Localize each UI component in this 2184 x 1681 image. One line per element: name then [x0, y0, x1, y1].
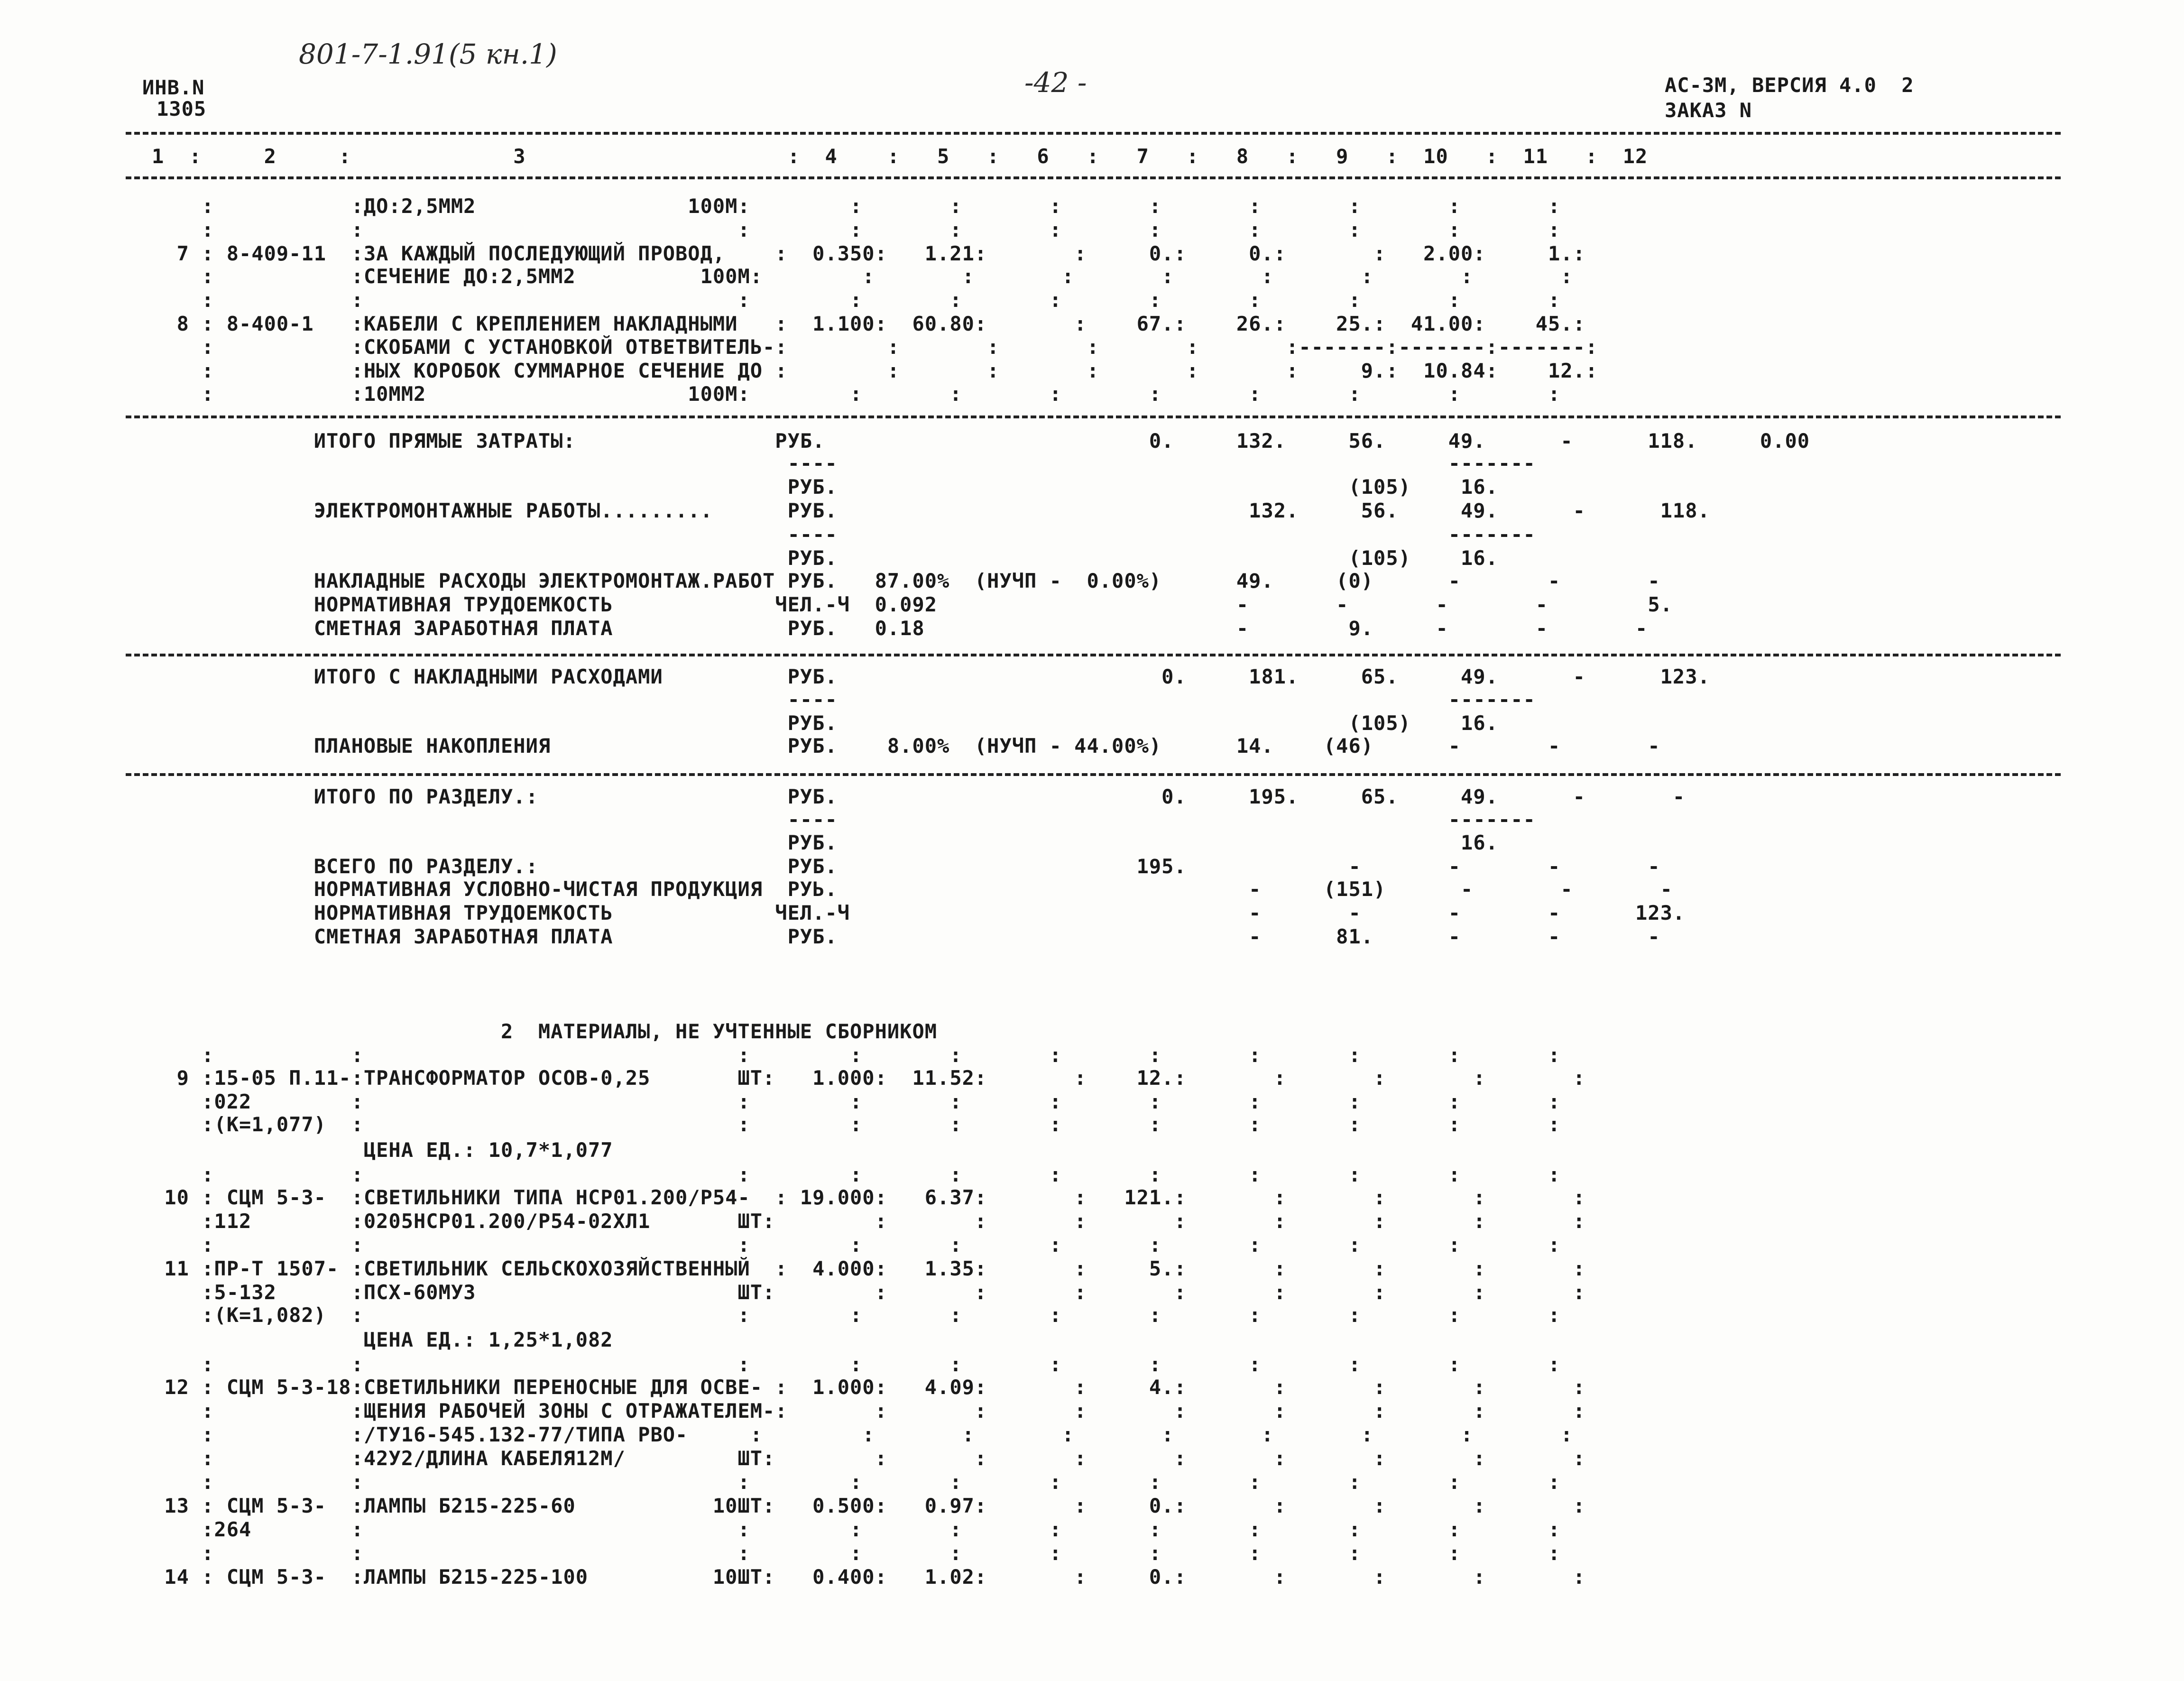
summary-row: РУБ. (105) 16. — [152, 711, 1498, 735]
summary-row: НОРМАТИВНАЯ ТРУДОЕМКОСТЬ ЧЕЛ.-Ч - - - - 123. — [152, 901, 1686, 924]
table-row: :5-132 :ПСХ-60МУЗ ШТ: : : : : : : : : — [152, 1281, 1585, 1304]
price-note: ЦЕНА ЕД.: 1,25*1,082 — [152, 1328, 613, 1351]
order-number: ЗАКАЗ N — [1665, 99, 1752, 122]
table-row: : :НЫХ КОРОБОК СУММАРНОЕ СЕЧЕНИЕ ДО : : : : : : 9.: 10.84: 12.: — [152, 359, 1598, 382]
divider — [126, 416, 2061, 418]
page-number: -42 - — [1024, 66, 1087, 99]
table-row: : :СЕЧЕНИЕ ДО:2,5ММ2 100М: : : : : : : : : — [152, 265, 1573, 288]
table-row: :112 :0205НСР01.200/Р54-02ХЛ1 ШТ: : : : : : : : : — [152, 1210, 1585, 1233]
summary-row: СМЕТНАЯ ЗАРАБОТНАЯ ПЛАТА РУБ. - 81. - - - — [152, 925, 1660, 948]
table-row: : : : : : : : : : : : — [152, 1542, 1561, 1565]
summary-row: НАКЛАДНЫЕ РАСХОДЫ ЭЛЕКТРОМОНТАЖ.РАБОТ РУБ. 87.00% (НУЧП - 0.00%) 49. (0) - - - — [152, 569, 1660, 592]
price-note: ЦЕНА ЕД.: 10,7*1,077 — [152, 1138, 613, 1162]
summary-row: РУБ. 16. — [152, 831, 1498, 854]
table-row: 10 : СЦМ 5-3- :СВЕТИЛЬНИКИ ТИПА НСР01.200/Р54- : 19.000: 6.37: : 121.: : : : : — [152, 1186, 1585, 1209]
table-row: :022 : : : : : : : : : : — [152, 1090, 1561, 1113]
summary-row: РУБ. (105) 16. — [152, 546, 1498, 570]
inventory-number: 1305 — [157, 97, 207, 120]
summary-row: НОРМАТИВНАЯ УСЛОВНО-ЧИСТАЯ ПРОДУКЦИЯ РУЬ. - (151) - - - — [152, 877, 1673, 901]
table-row: : : : : : : : : : : : — [152, 1470, 1561, 1494]
section-title: 2 МАТЕРИАЛЫ, НЕ УЧТЕННЫЕ СБОРНИКОМ — [152, 1020, 938, 1043]
table-row: : : : : : : : : : : : — [152, 1044, 1561, 1067]
summary-row: ИТОГО ПО РАЗДЕЛУ.: РУБ. 0. 195. 65. 49. - - — [152, 785, 1686, 808]
summary-row: ПЛАНОВЫЕ НАКОПЛЕНИЯ РУБ. 8.00% (НУЧП - 44.00%) 14. (46) - - - — [152, 734, 1660, 757]
table-row: : :ДО:2,5ММ2 100М: : : : : : : : : — [152, 194, 1561, 218]
summary-row: СМЕТНАЯ ЗАРАБОТНАЯ ПЛАТА РУБ. 0.18 - 9. - - - — [152, 617, 1648, 640]
summary-row: ---- ------- — [152, 808, 1536, 831]
summary-row: НОРМАТИВНАЯ ТРУДОЕМКОСТЬ ЧЕЛ.-Ч 0.092 - - - - 5. — [152, 593, 1673, 616]
summary-row: ИТОГО ПРЯМЫЕ ЗАТРАТЫ: РУБ. 0. 132. 56. 49. - 118. 0.00 — [152, 429, 1810, 453]
handwritten-project-code: 801-7-1.91(5 кн.1) — [299, 38, 557, 70]
column-header-row: 1 : 2 : 3 : 4 : 5 : 6 : 7 : 8 : 9 : 10 : 11 : 12 — [152, 145, 1648, 168]
table-row: 14 : СЦМ 5-3- :ЛАМПЫ Б215-225-100 10ШТ: 0.400: 1.02: : 0.: : : : : — [152, 1565, 1585, 1589]
table-row: : : : : : : : : : : : — [152, 218, 1561, 241]
summary-row: ---- ------- — [152, 452, 1536, 475]
table-row: : : : : : : : : : : : — [152, 1163, 1561, 1186]
divider — [126, 132, 2061, 135]
table-row: 11 :ПР-Т 1507- :СВЕТИЛЬНИК СЕЛЬСКОХОЗЯЙСТВЕННЫЙ : 4.000: 1.35: : 5.: : : : : — [152, 1257, 1585, 1280]
divider — [126, 176, 2061, 179]
table-row: 13 : СЦМ 5-3- :ЛАМПЫ Б215-225-60 10ШТ: 0.500: 0.97: : 0.: : : : : — [152, 1494, 1585, 1517]
summary-row: ---- ------- — [152, 523, 1536, 546]
table-row: : : : : : : : : : : : — [152, 1233, 1561, 1256]
table-row: :(К=1,077) : : : : : : : : : : — [152, 1113, 1561, 1136]
table-row: :264 : : : : : : : : : : — [152, 1518, 1561, 1541]
table-row: : :42У2/ДЛИНА КАБЕЛЯ12М/ ШТ: : : : : : : : : — [152, 1447, 1585, 1470]
table-row: 8 : 8-400-1 :КАБЕЛИ С КРЕПЛЕНИЕМ НАКЛАДНЫМИ : 1.100: 60.80: : 67.: 26.: 25.: 41.00: 45.: — [152, 312, 1585, 335]
summary-row: ---- ------- — [152, 688, 1536, 711]
table-row: 9 :15-05 П.11-:ТРАНСФОРМАТОР ОСОВ-0,25 ШТ: 1.000: 11.52: : 12.: : : : : — [152, 1066, 1585, 1090]
inventory-label: ИНВ.N — [142, 76, 205, 99]
table-row: 7 : 8-409-11 :ЗА КАЖДЫЙ ПОСЛЕДУЮЩИЙ ПРОВОД, : 0.350: 1.21: : 0.: 0.: : 2.00: 1.: — [152, 242, 1585, 265]
summary-row: ЭЛЕКТРОМОНТАЖНЫЕ РАБОТЫ......... РУБ. 132. 56. 49. - 118. — [152, 499, 1710, 522]
summary-row: РУБ. (105) 16. — [152, 475, 1498, 499]
table-row: : : : : : : : : : : : — [152, 288, 1561, 312]
table-row: : :СКОБАМИ С УСТАНОВКОЙ ОТВЕТВИТЕЛЬ-: : : : : :-------:-------:-------: — [152, 335, 1598, 359]
table-row: : : : : : : : : : : : — [152, 1353, 1561, 1376]
divider — [126, 773, 2061, 776]
table-row: :(К=1,082) : : : : : : : : : : — [152, 1303, 1561, 1327]
summary-row: ВСЕГО ПО РАЗДЕЛУ.: РУБ. 195. - - - - — [152, 855, 1660, 878]
program-version: АС-3М, ВЕРСИЯ 4.0 2 — [1665, 74, 1914, 97]
table-row: 12 : СЦМ 5-3-18:СВЕТИЛЬНИКИ ПЕРЕНОСНЫЕ ДЛЯ ОСВЕ- : 1.000: 4.09: : 4.: : : : : — [152, 1376, 1585, 1399]
table-row: : :10ММ2 100М: : : : : : : : : — [152, 382, 1561, 406]
table-row: : :/ТУ16-545.132-77/ТИПА РВО- : : : : : : : : : — [152, 1423, 1573, 1446]
divider — [126, 654, 2061, 656]
summary-row: ИТОГО С НАКЛАДНЫМИ РАСХОДАМИ РУБ. 0. 181. 65. 49. - 123. — [152, 665, 1710, 688]
table-row: : :ЩЕНИЯ РАБОЧЕЙ ЗОНЫ С ОТРАЖАТЕЛЕМ-: : : : : : : : : — [152, 1399, 1585, 1422]
